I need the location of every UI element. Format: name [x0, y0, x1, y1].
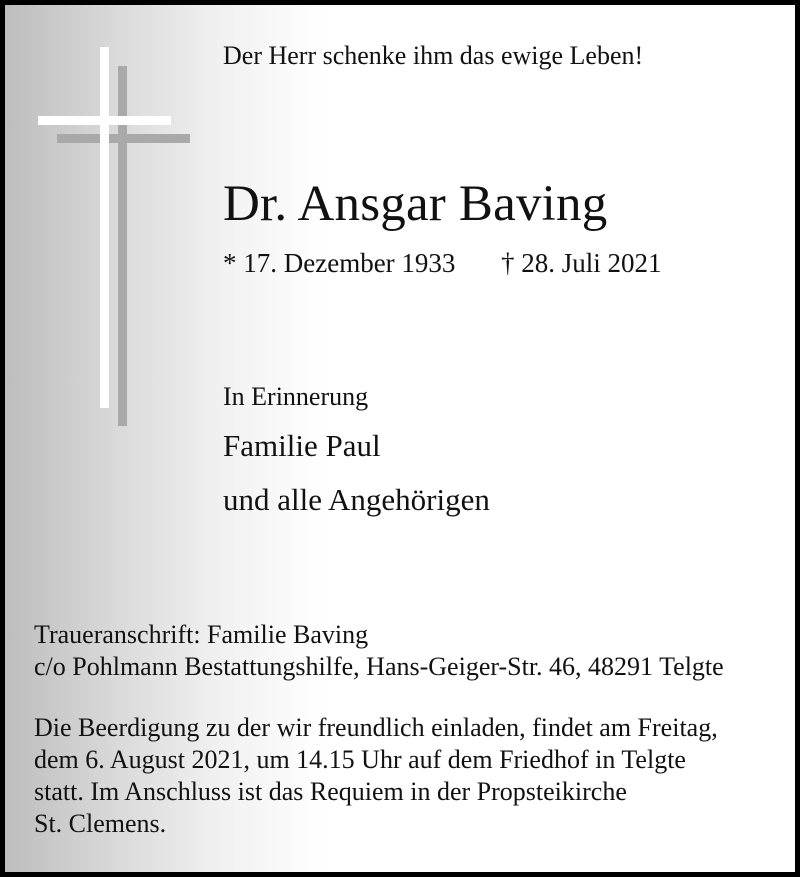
cross-white-vertical — [100, 47, 109, 408]
burial-line: dem 6. August 2021, um 14.15 Uhr auf dem Friedhof in Telgte — [34, 745, 686, 774]
relatives-line: und alle Angehörigen — [223, 482, 490, 517]
deceased-name: Dr. Ansgar Baving — [223, 176, 608, 232]
cross-grey-vertical — [118, 66, 127, 426]
burial-paragraph — [34, 712, 784, 840]
burial-line: statt. Im Anschluss ist das Requiem in der Propsteikirche — [34, 777, 627, 806]
burial-line: Die Beerdigung zu der wir freundlich einladen, findet am Freitag, — [34, 713, 718, 742]
family-line: Familie Paul — [223, 428, 381, 463]
motto: Der Herr schenke ihm das ewige Leben! — [223, 41, 644, 70]
cross-white-horizontal — [38, 116, 171, 125]
birth-date: * 17. Dezember 1933 — [223, 248, 456, 278]
death-date: † 28. Juli 2021 — [501, 248, 662, 278]
burial-line: St. Clemens. — [34, 809, 167, 838]
memory-heading: In Erinnerung — [223, 382, 369, 411]
mourning-address-label: Traueranschrift: Familie Baving — [34, 620, 369, 649]
mourning-address-line: c/o Pohlmann Bestattungshilfe, Hans-Geiger-Str. 46, 48291 Telgte — [34, 652, 724, 681]
cross-grey-horizontal — [57, 134, 190, 143]
